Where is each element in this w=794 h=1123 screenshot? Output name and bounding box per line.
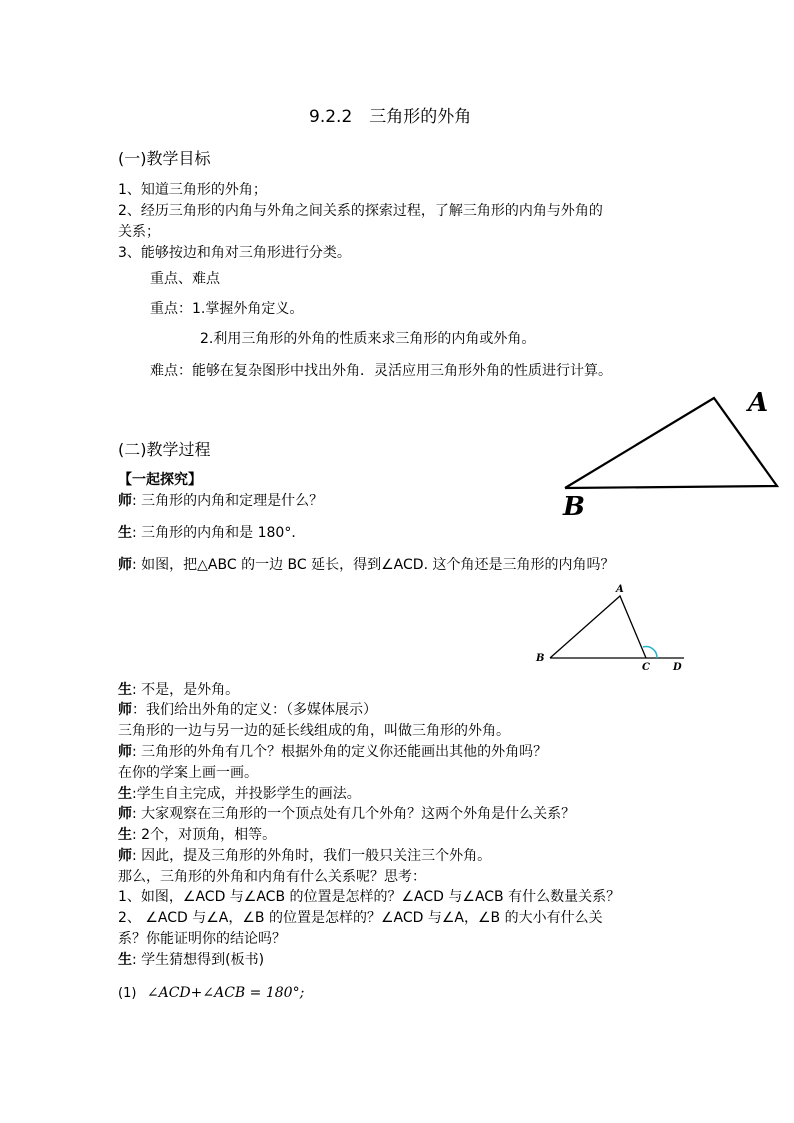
key-point-2: 2.利用三角形的外角的性质来求三角形的内角或外角。 (200, 331, 536, 347)
page-title: 9.2.2 三角形的外角 (309, 107, 472, 127)
dialogue-line: 生: 三角形的内角和是 180°． (118, 525, 306, 541)
formula-label: (1) (118, 986, 137, 1001)
dialogue-line: 师: 因此，提及三角形的外角时，我们一般只关注三个外角。 (118, 848, 492, 864)
triangle-figure-large (558, 385, 794, 525)
dialogue-line: 那么，三角形的外角和内角有什么关系呢？思考： (118, 869, 426, 885)
dialogue-line: 2、 ∠ACD 与∠A，∠B 的位置是怎样的？∠ACD 与∠A，∠B 的大小有什么关 (118, 910, 603, 926)
dialogue-line: 三角形的一边与另一边的延长线组成的角，叫做三角形的外角。 (118, 723, 510, 739)
section-heading-process: (二)教学过程 (118, 440, 211, 459)
dialogue-line: 1、如图，∠ACD 与∠ACB 的位置是怎样的？∠ACD 与∠ACB 有什么数量关系？ (118, 889, 621, 905)
goal-line: 关系； (118, 224, 160, 240)
dialogue-line: 师: 大家观察在三角形的一个顶点处有几个外角？这两个外角是什么关系？ (118, 806, 576, 822)
dialogue-line: 师: 如图，把△ABC 的一边 BC 延长，得到∠ACD. 这个角还是三角形的内角吗？ (118, 557, 615, 573)
dialogue-line: 师: 三角形的内角和定理是什么？ (118, 493, 324, 509)
dialogue-line: 生: 不是，是外角。 (118, 682, 240, 698)
vertex-label-b: B (563, 492, 585, 522)
dialogue-line: 系？你能证明你的结论吗？ (118, 931, 286, 947)
goal-line: 2、经历三角形的内角与外角之间关系的探索过程，了解三角形的内角与外角的 (118, 203, 603, 219)
dialogue-line: 生: 2个，对顶角，相等。 (118, 827, 277, 843)
dialogue-line: 在你的学案上画一画。 (118, 765, 258, 781)
explore-heading: 【一起探究】 (118, 472, 202, 488)
key-points-heading: 重点、难点 (150, 271, 220, 287)
formula-line (118, 983, 304, 1004)
formula: ∠ACD+∠ACB = 180°; (146, 985, 305, 1001)
section-heading-goals: (一)教学目标 (118, 149, 211, 168)
vertex-label-d: D (673, 662, 682, 673)
goal-line: 1、知道三角形的外角； (118, 182, 267, 198)
dialogue-line: 生:学生自主完成，并投影学生的画法。 (118, 786, 361, 802)
dialogue-line: 师：我们给出外角的定义：（多媒体展示） (118, 702, 377, 718)
key-point-1: 重点：1.掌握外角定义。 (150, 301, 304, 317)
goal-line: 3、能够按边和角对三角形进行分类。 (118, 245, 351, 261)
dialogue-line: 生: 学生猜想得到(板书) (118, 952, 265, 968)
difficult-point: 难点：能够在复杂图形中找出外角．灵活应用三角形外角的性质进行计算。 (150, 363, 612, 379)
vertex-label-a: A (748, 388, 769, 418)
vertex-label-c: C (642, 662, 650, 673)
triangle-figure-small (530, 580, 700, 675)
vertex-label-b: B (536, 653, 545, 664)
dialogue-line: 师: 三角形的外角有几个？根据外角的定义你还能画出其他的外角吗？ (118, 744, 548, 760)
vertex-label-a: A (616, 584, 624, 595)
triangle-outline (550, 596, 646, 658)
triangle-outline (565, 398, 777, 488)
